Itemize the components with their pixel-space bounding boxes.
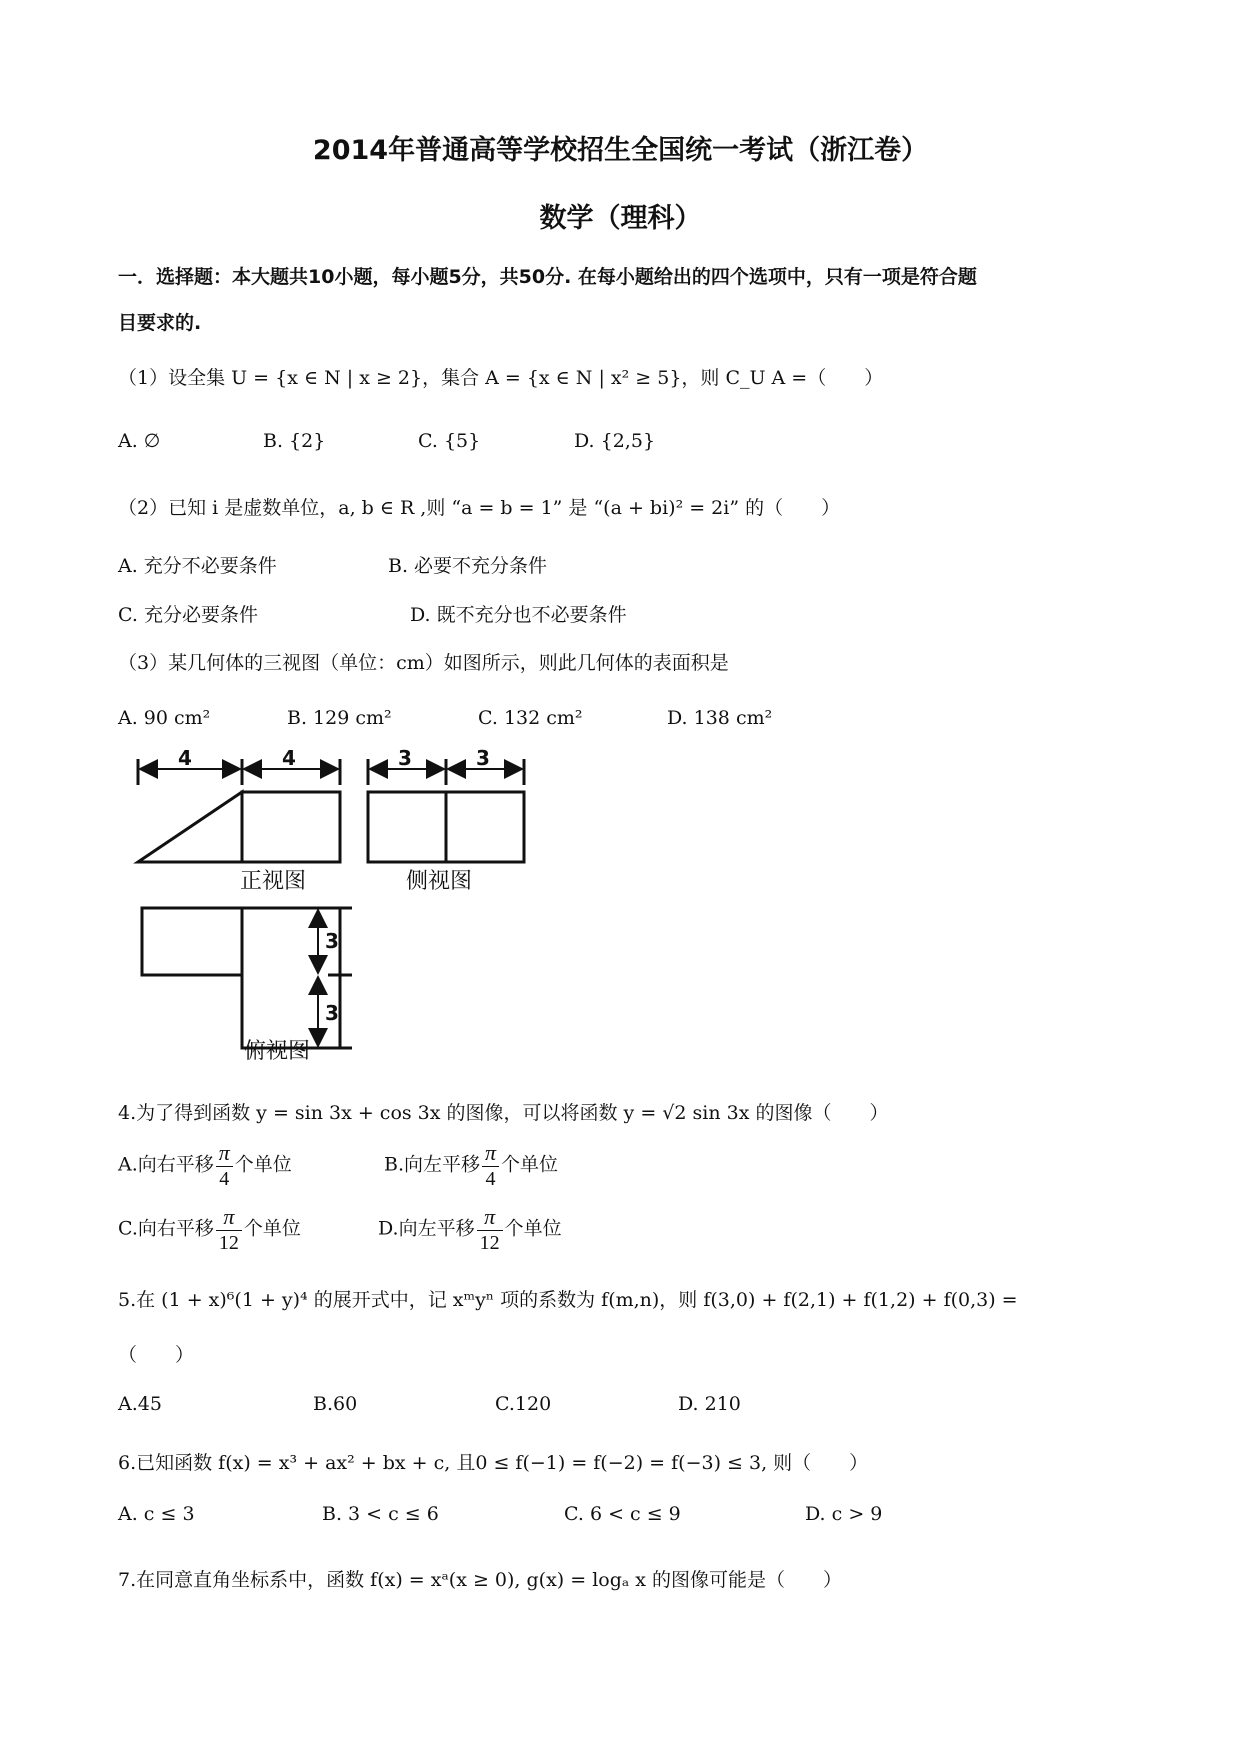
option-prefix: D.向左平移 [378,1217,475,1240]
question-1-option-b: B. {2} [263,430,326,452]
question-2-stem: （2）已知 i 是虚数单位，a, b ∈ R ,则 “a = b = 1” 是 “(a + bi)² = 2i” 的（ ） [118,497,841,519]
question-2-option-d: D. 既不充分也不必要条件 [410,604,627,626]
fraction-denominator: 4 [219,1168,230,1190]
question-4-option-a [118,1140,292,1191]
question-6-option-d: D. c > 9 [805,1503,883,1525]
question-4-option-d [378,1204,562,1255]
question-2-option-a: A. 充分不必要条件 [118,555,277,577]
question-6-option-c: C. 6 < c ≤ 9 [564,1503,681,1525]
question-3-stem: （3）某几何体的三视图（单位：cm）如图所示，则此几何体的表面积是 [118,652,729,674]
page-title: 2014年普通高等学校招生全国统一考试（浙江卷） [312,135,929,166]
question-6-stem: 6.已知函数 f(x) = x³ + ax² + bx + c, 且0 ≤ f(−1) = f(−2) = f(−3) ≤ 3, 则（ ） [118,1452,869,1474]
section-intro-line1: 一．选择题：本大题共10小题，每小题5分，共50分. 在每小题给出的四个选项中，只有一项是符合题 [118,266,977,288]
question-6-option-a: A. c ≤ 3 [118,1503,195,1525]
question-1-option-d: D. {2,5} [574,430,656,452]
option-suffix: 个单位 [243,1217,301,1240]
fraction-numerator: π [216,1204,242,1231]
side-view [368,792,524,862]
question-1-option-c: C. {5} [418,430,481,452]
fraction-denominator: 12 [479,1232,500,1254]
top-view-label: 俯视图 [244,1039,311,1064]
question-5-stem: 5.在 (1 + x)⁶(1 + y)⁴ 的展开式中，记 xᵐyⁿ 项的系数为 f(m,n)，则 f(3,0) + f(2,1) + f(1,2) + f(0,3) = [118,1289,1018,1311]
option-suffix: 个单位 [504,1217,562,1240]
question-5-option-a: A.45 [118,1393,162,1415]
fraction-denominator: 12 [218,1232,239,1254]
dim-top-upper: 3 [325,929,339,953]
top-view [142,908,340,1048]
option-prefix: B.向左平移 [384,1153,481,1176]
fraction-numerator: π [216,1140,233,1167]
option-suffix: 个单位 [501,1153,559,1176]
option-prefix: A.向右平移 [118,1153,214,1176]
dim-top-lower: 3 [325,1001,339,1025]
front-view [138,792,340,862]
three-view-figure [120,745,560,1065]
front-view-label: 正视图 [240,869,307,894]
question-3-option-c: C. 132 cm² [478,707,583,729]
dim-side-right: 3 [476,746,490,770]
page-subtitle: 数学（理科） [539,203,702,234]
question-1-stem: （1）设全集 U = {x ∈ N | x ≥ 2}，集合 A = {x ∈ N | x² ≥ 5}，则 C_U A =（ ） [118,367,884,389]
question-1-option-a: A. ∅ [118,430,161,452]
question-4-option-c [118,1204,301,1255]
fraction-numerator: π [477,1204,503,1231]
question-4-stem: 4.为了得到函数 y = sin 3x + cos 3x 的图像，可以将函数 y = √2 sin 3x 的图像（ ） [118,1102,889,1124]
side-view-label: 侧视图 [406,869,473,894]
question-5-option-d: D. 210 [678,1393,741,1415]
dim-front-left: 4 [178,746,192,770]
fraction-numerator: π [482,1140,499,1167]
question-5-stem-cont: （ ） [118,1344,195,1366]
dim-front-right: 4 [282,746,296,770]
question-3-option-d: D. 138 cm² [667,707,773,729]
option-suffix: 个单位 [234,1153,292,1176]
question-5-option-c: C.120 [495,1393,552,1415]
question-6-option-b: B. 3 < c ≤ 6 [322,1503,439,1525]
question-5-option-b: B.60 [313,1393,358,1415]
question-2-option-b: B. 必要不充分条件 [388,555,548,577]
question-2-option-c: C. 充分必要条件 [118,604,258,626]
question-4-option-b [384,1140,558,1191]
fraction-denominator: 4 [485,1168,496,1190]
question-7-stem: 7.在同意直角坐标系中，函数 f(x) = xᵃ(x ≥ 0), g(x) = logₐ x 的图像可能是（ ） [118,1569,842,1591]
section-intro-line2: 目要求的. [118,312,202,334]
dim-side-left: 3 [398,746,412,770]
option-prefix: C.向右平移 [118,1217,214,1240]
question-3-option-b: B. 129 cm² [287,707,392,729]
question-3-option-a: A. 90 cm² [118,707,211,729]
